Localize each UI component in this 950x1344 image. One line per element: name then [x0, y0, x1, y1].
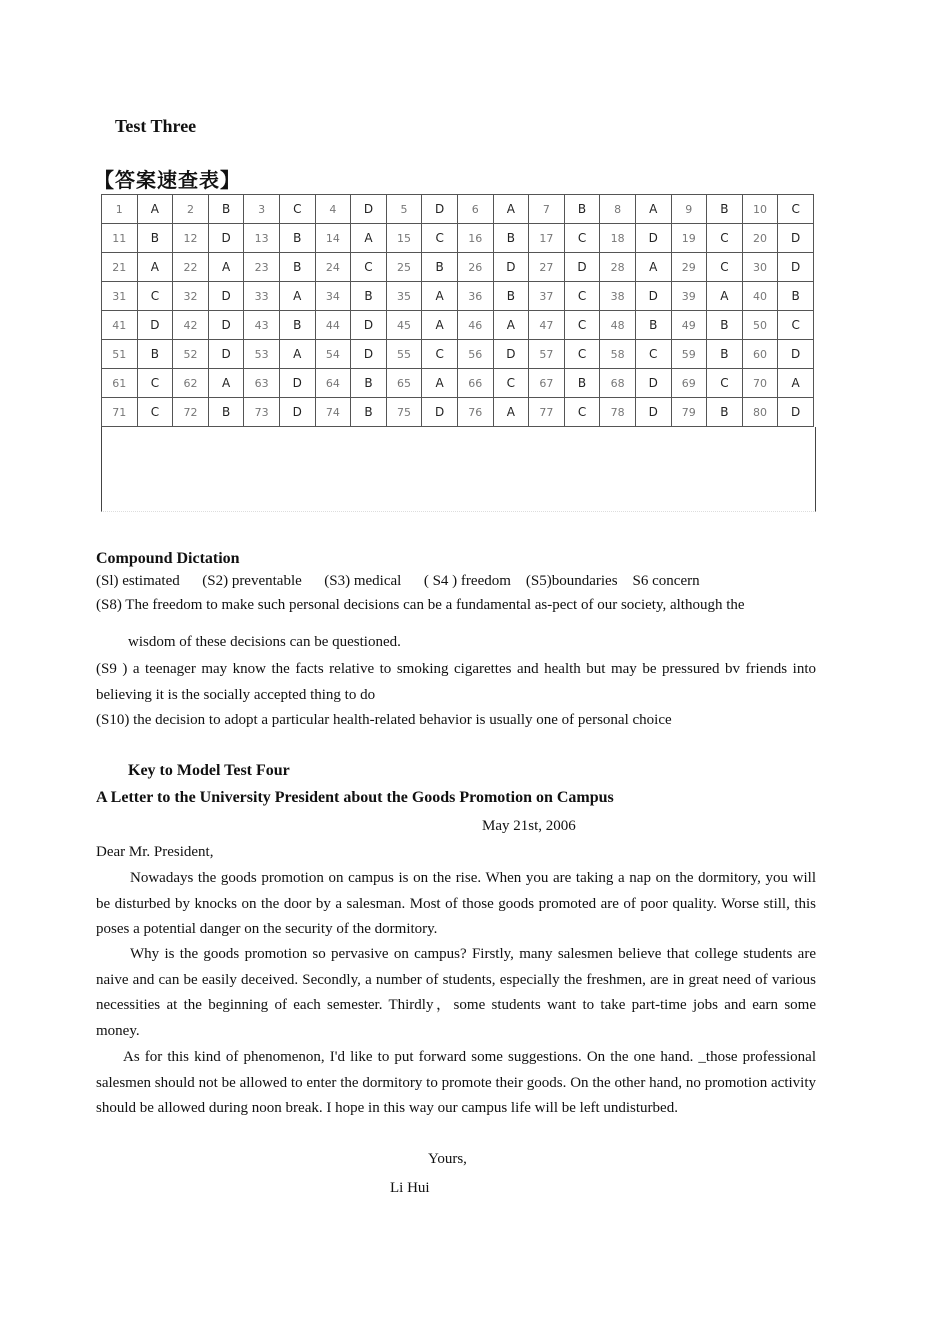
answer-letter: D [208, 224, 244, 253]
answer-letter: B [493, 224, 529, 253]
answer-letter: B [564, 195, 600, 224]
question-number: 45 [386, 311, 422, 340]
dictation-s10: (S10) the decision to adopt a particular health-related behavior is usually one of personal choice [96, 712, 672, 728]
answer-letter: B [137, 340, 173, 369]
question-number: 26 [457, 253, 493, 282]
question-number: 6 [457, 195, 493, 224]
answer-letter: B [279, 224, 315, 253]
question-number: 4 [315, 195, 351, 224]
answer-letter: D [493, 340, 529, 369]
answer-letter: A [778, 369, 814, 398]
letter-paragraph-1: Nowadays the goods promotion on campus is on the rise. When you are taking a nap on the dormitory, you will be disturbed by knocks on the door by a salesman. Most of those goods promoted are of poor quality. Worse still, this poses a potential danger on the security of the dormitory. [96, 870, 816, 937]
question-number: 61 [102, 369, 138, 398]
answer-letter: B [208, 195, 244, 224]
question-number: 25 [386, 253, 422, 282]
question-number: 2 [173, 195, 209, 224]
answer-table-row [102, 282, 814, 311]
answer-letter: D [635, 282, 671, 311]
question-number: 71 [102, 398, 138, 427]
answer-letter: B [351, 369, 387, 398]
question-number: 27 [529, 253, 565, 282]
question-number: 28 [600, 253, 636, 282]
question-number: 40 [742, 282, 778, 311]
answer-table-row [102, 224, 814, 253]
question-number: 17 [529, 224, 565, 253]
answer-table [101, 194, 814, 427]
answer-letter: A [351, 224, 387, 253]
answer-letter: A [635, 195, 671, 224]
answer-table-row [102, 311, 814, 340]
question-number: 77 [529, 398, 565, 427]
answer-letter: A [493, 398, 529, 427]
question-number: 44 [315, 311, 351, 340]
question-number: 63 [244, 369, 280, 398]
question-number: 52 [173, 340, 209, 369]
answer-letter: B [493, 282, 529, 311]
answer-letter: D [422, 398, 458, 427]
answer-letter: C [137, 398, 173, 427]
answer-table-row [102, 253, 814, 282]
answer-letter: B [279, 311, 315, 340]
question-number: 75 [386, 398, 422, 427]
question-number: 16 [457, 224, 493, 253]
answer-letter: C [493, 369, 529, 398]
answer-letter: C [778, 195, 814, 224]
answer-letter: C [279, 195, 315, 224]
question-number: 53 [244, 340, 280, 369]
answer-letter: D [279, 398, 315, 427]
question-number: 57 [529, 340, 565, 369]
question-number: 36 [457, 282, 493, 311]
question-number: 8 [600, 195, 636, 224]
question-number: 59 [671, 340, 707, 369]
question-number: 54 [315, 340, 351, 369]
question-number: 33 [244, 282, 280, 311]
question-number: 35 [386, 282, 422, 311]
question-number: 30 [742, 253, 778, 282]
answer-letter: B [707, 311, 743, 340]
answer-letter: B [707, 398, 743, 427]
answer-letter: B [137, 224, 173, 253]
question-number: 47 [529, 311, 565, 340]
letter-paragraph-2: Why is the goods promotion so pervasive on campus? Firstly, many salesmen believe that college students are naive and can be easily deceived. Secondly, a number of students, especially the freshmen, are in great need of various necessities at the beginning of each semester. Thirdly，some students want to take part-time jobs and earn some money. [96, 946, 816, 1039]
answer-letter: D [208, 340, 244, 369]
answer-table-row [102, 398, 814, 427]
question-number: 56 [457, 340, 493, 369]
question-number: 31 [102, 282, 138, 311]
question-number: 78 [600, 398, 636, 427]
answer-letter: A [279, 340, 315, 369]
answer-table-heading: 【答案速查表】 [94, 168, 241, 192]
answer-letter: A [279, 282, 315, 311]
question-number: 65 [386, 369, 422, 398]
answer-letter: C [422, 224, 458, 253]
answer-letter: D [208, 311, 244, 340]
letter-salutation: Dear Mr. President, [96, 844, 214, 860]
answer-letter: D [635, 398, 671, 427]
question-number: 51 [102, 340, 138, 369]
answer-letter: C [707, 369, 743, 398]
answer-letter: A [137, 195, 173, 224]
answer-letter: D [635, 224, 671, 253]
question-number: 73 [244, 398, 280, 427]
question-number: 69 [671, 369, 707, 398]
answer-letter: C [564, 224, 600, 253]
answer-letter: B [778, 282, 814, 311]
question-number: 50 [742, 311, 778, 340]
question-number: 9 [671, 195, 707, 224]
question-number: 7 [529, 195, 565, 224]
answer-letter: B [635, 311, 671, 340]
question-number: 41 [102, 311, 138, 340]
question-number: 79 [671, 398, 707, 427]
answer-letter: C [351, 253, 387, 282]
question-number: 43 [244, 311, 280, 340]
answer-table-row [102, 195, 814, 224]
question-number: 34 [315, 282, 351, 311]
answer-table-blank-area [101, 427, 816, 512]
answer-letter: D [351, 340, 387, 369]
question-number: 38 [600, 282, 636, 311]
question-number: 32 [173, 282, 209, 311]
question-number: 58 [600, 340, 636, 369]
answer-letter: B [279, 253, 315, 282]
question-number: 18 [600, 224, 636, 253]
question-number: 1 [102, 195, 138, 224]
question-number: 60 [742, 340, 778, 369]
answer-letter: D [137, 311, 173, 340]
answer-letter: A [635, 253, 671, 282]
answer-letter: A [208, 369, 244, 398]
question-number: 80 [742, 398, 778, 427]
question-number: 42 [173, 311, 209, 340]
answer-letter: C [778, 311, 814, 340]
question-number: 72 [173, 398, 209, 427]
answer-letter: D [635, 369, 671, 398]
answer-letter: C [707, 253, 743, 282]
question-number: 62 [173, 369, 209, 398]
answer-letter: C [137, 369, 173, 398]
answer-letter: D [778, 224, 814, 253]
question-number: 3 [244, 195, 280, 224]
answer-letter: D [778, 398, 814, 427]
question-number: 24 [315, 253, 351, 282]
question-number: 22 [173, 253, 209, 282]
answer-letter: A [422, 282, 458, 311]
answer-letter: D [564, 253, 600, 282]
question-number: 70 [742, 369, 778, 398]
letter-paragraph-3: As for this kind of phenomenon, I'd like to put forward some suggestions. On the one hand. _those professional salesmen should not be allowed to enter the dormitory to promote their goods. On the other hand, no promotion activity should be allowed during noon break. I hope in this way our campus life will be left undisturbed. [96, 1049, 816, 1116]
answer-letter: A [493, 195, 529, 224]
question-number: 74 [315, 398, 351, 427]
test-title: Test Three [115, 116, 197, 136]
question-number: 29 [671, 253, 707, 282]
question-number: 13 [244, 224, 280, 253]
answer-letter: D [351, 311, 387, 340]
answer-letter: C [635, 340, 671, 369]
key-title: Key to Model Test Four [128, 762, 290, 779]
question-number: 39 [671, 282, 707, 311]
answer-letter: B [208, 398, 244, 427]
dictation-s8 [96, 595, 816, 615]
answer-table-row [102, 369, 814, 398]
question-number: 14 [315, 224, 351, 253]
question-number: 64 [315, 369, 351, 398]
answer-letter: D [351, 195, 387, 224]
answer-letter: D [778, 253, 814, 282]
answer-letter: C [564, 340, 600, 369]
answer-letter: C [422, 340, 458, 369]
answer-letter: D [279, 369, 315, 398]
question-number: 5 [386, 195, 422, 224]
question-number: 37 [529, 282, 565, 311]
answer-letter: A [208, 253, 244, 282]
question-number: 19 [671, 224, 707, 253]
answer-letter: A [707, 282, 743, 311]
letter-signature: Li Hui [390, 1180, 430, 1196]
question-number: 55 [386, 340, 422, 369]
question-number: 76 [457, 398, 493, 427]
answer-letter: D [208, 282, 244, 311]
question-number: 67 [529, 369, 565, 398]
question-number: 23 [244, 253, 280, 282]
question-number: 49 [671, 311, 707, 340]
question-number: 66 [457, 369, 493, 398]
answer-letter: C [564, 398, 600, 427]
answer-letter: C [137, 282, 173, 311]
dictation-s9: (S9 ) a teenager may know the facts relative to smoking cigarettes and health but may be pressured bv friends into believing it is the socially accepted thing to do [96, 661, 816, 703]
answer-letter: B [351, 282, 387, 311]
letter-date: May 21st, 2006 [482, 818, 576, 834]
question-number: 48 [600, 311, 636, 340]
question-number: 46 [457, 311, 493, 340]
answer-letter: A [137, 253, 173, 282]
dictation-s8-text: (S8) The freedom to make such personal decisions can be a fundamental as-pect of our society, although the [96, 597, 745, 613]
question-number: 11 [102, 224, 138, 253]
compound-dictation-words: (Sl) estimated (S2) preventable (S3) medical ( S4 ) freedom (S5)boundaries S6 concern [96, 573, 700, 589]
question-number: 68 [600, 369, 636, 398]
letter-closing: Yours, [428, 1151, 467, 1167]
answer-letter: B [422, 253, 458, 282]
answer-table-row [102, 340, 814, 369]
answer-letter: B [351, 398, 387, 427]
question-number: 12 [173, 224, 209, 253]
answer-letter: B [564, 369, 600, 398]
answer-letter: B [707, 195, 743, 224]
answer-letter: D [778, 340, 814, 369]
letter-title: A Letter to the University President about the Goods Promotion on Campus [96, 789, 614, 806]
answer-letter: C [564, 282, 600, 311]
answer-letter: C [564, 311, 600, 340]
answer-letter: A [493, 311, 529, 340]
question-number: 15 [386, 224, 422, 253]
answer-letter: B [707, 340, 743, 369]
answer-letter: D [422, 195, 458, 224]
question-number: 10 [742, 195, 778, 224]
compound-dictation-title: Compound Dictation [96, 550, 240, 567]
dictation-s8-continued: wisdom of these decisions can be questioned. [128, 634, 401, 650]
question-number: 21 [102, 253, 138, 282]
answer-letter: A [422, 311, 458, 340]
answer-letter: D [493, 253, 529, 282]
answer-letter: A [422, 369, 458, 398]
answer-letter: C [707, 224, 743, 253]
question-number: 20 [742, 224, 778, 253]
